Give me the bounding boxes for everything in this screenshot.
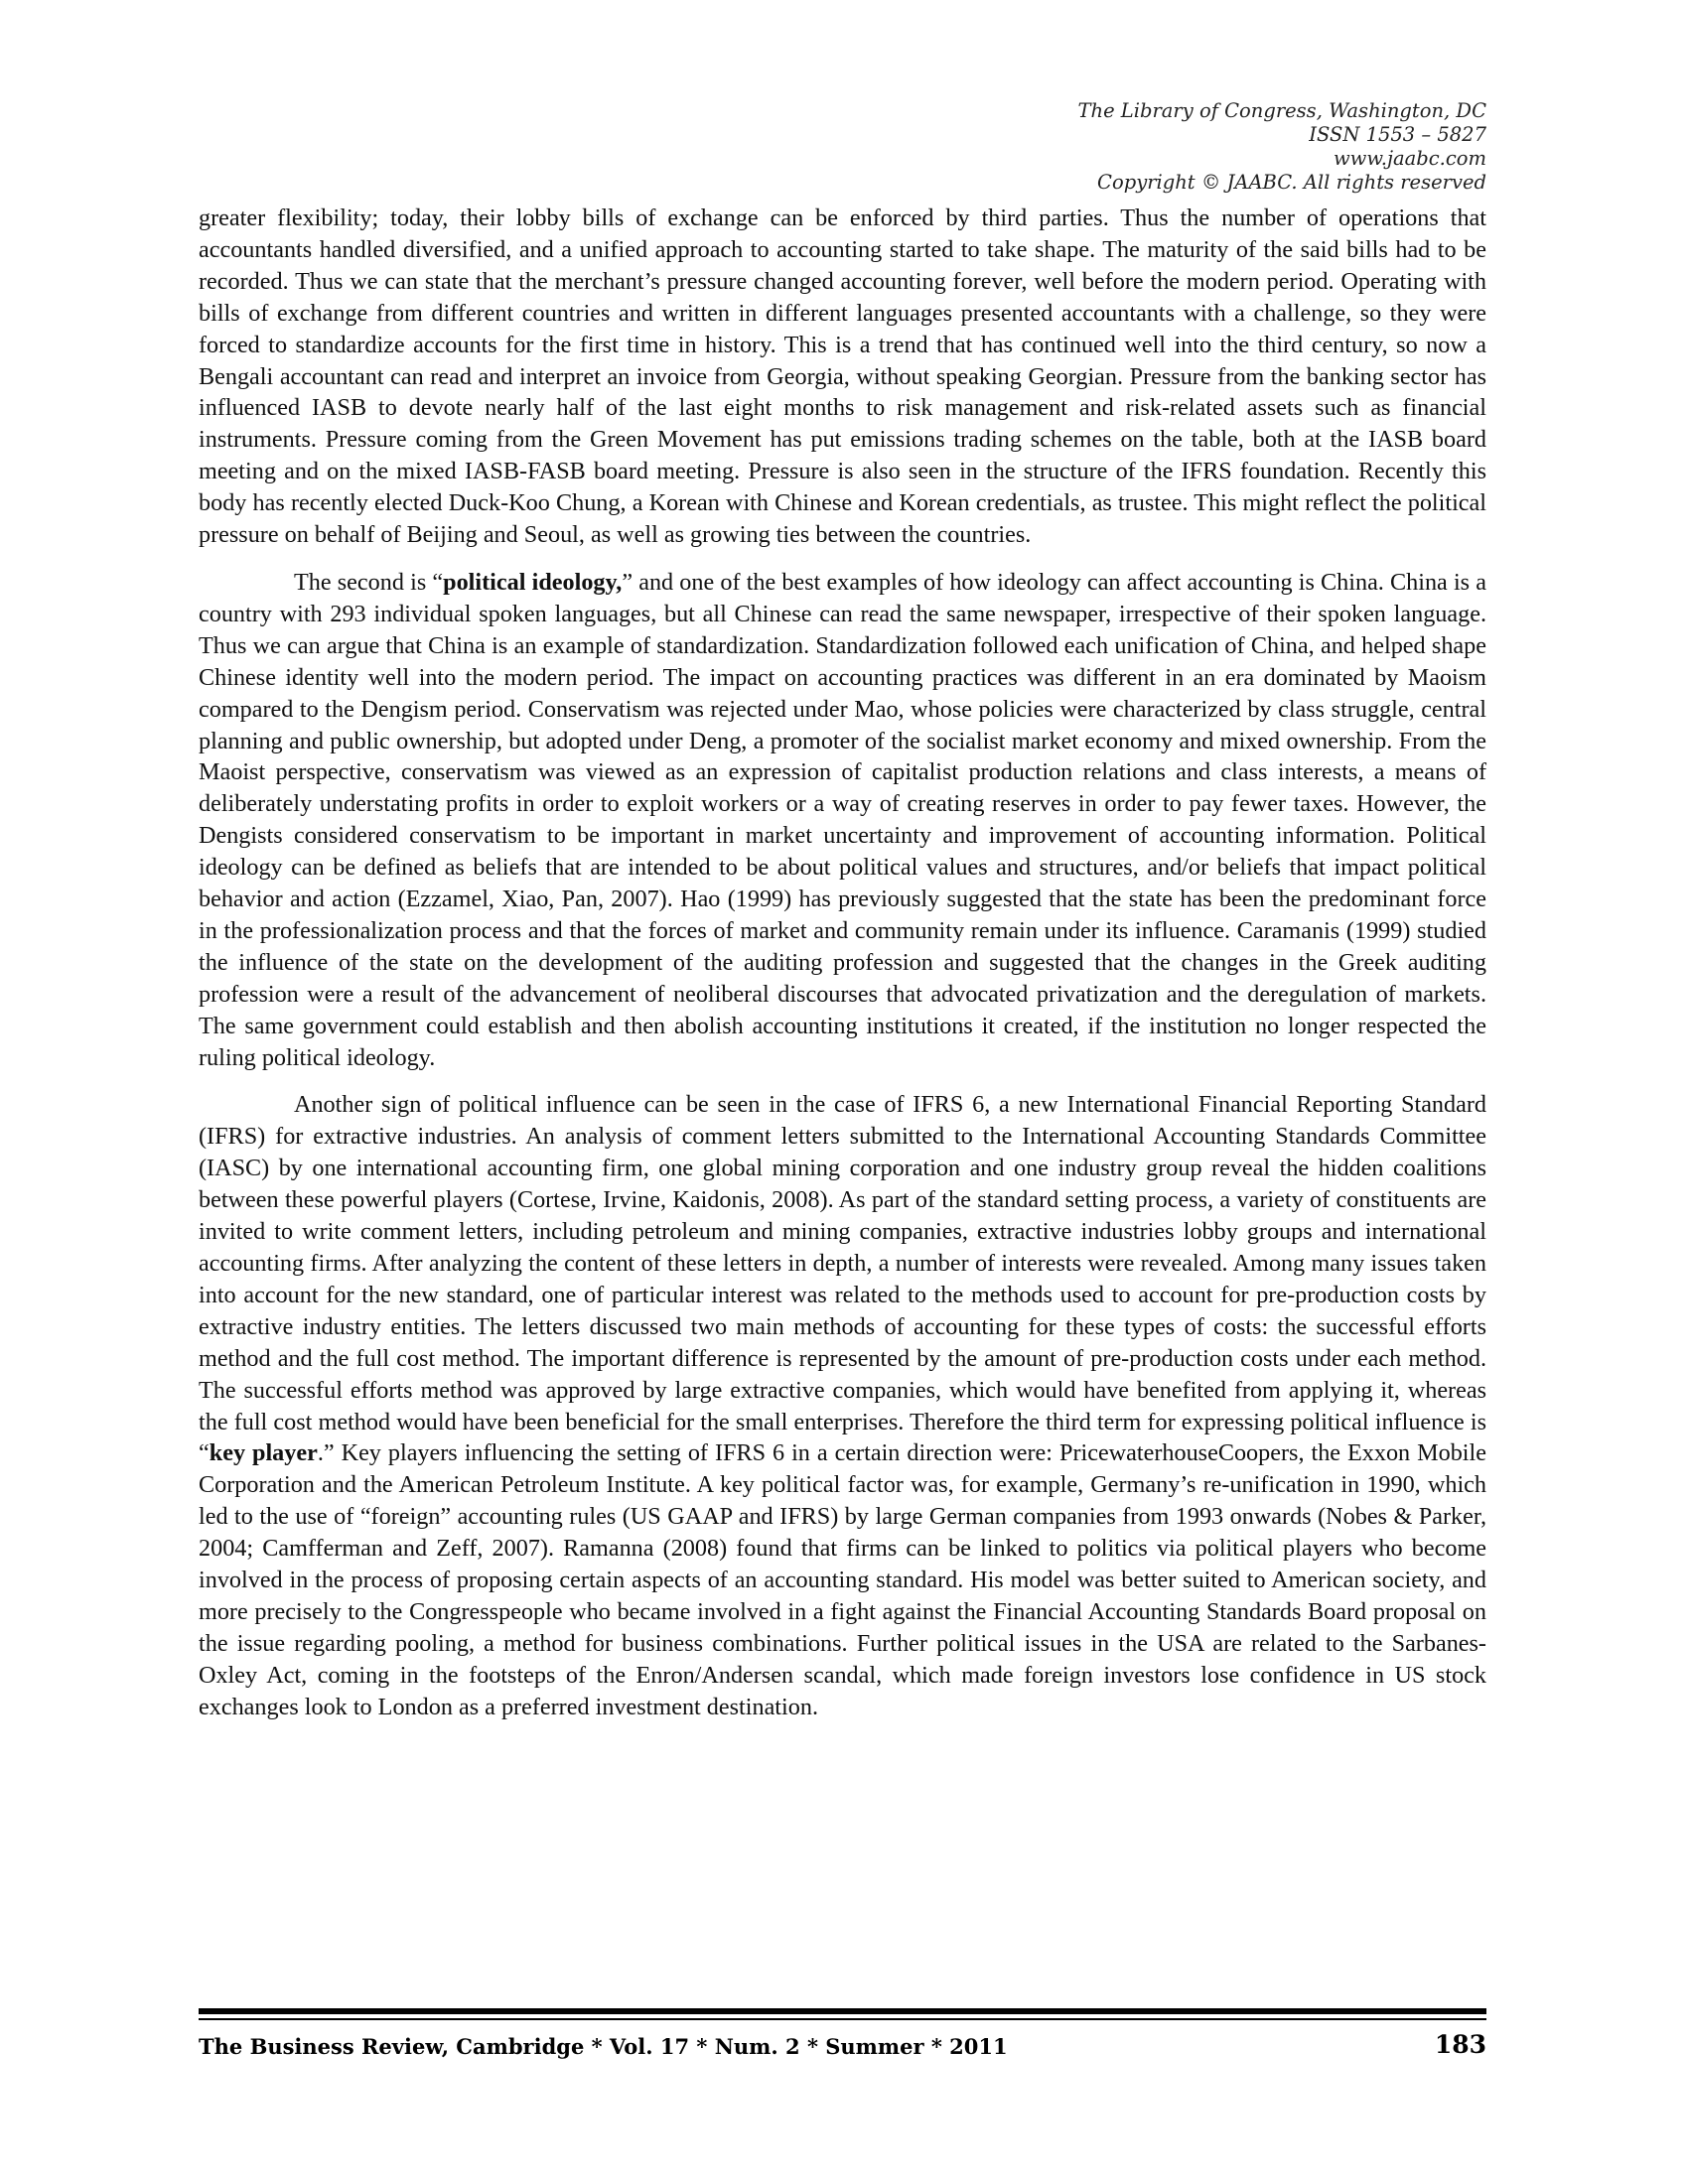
header-copyright-line: Copyright © JAABC. All rights reserved [1097,171,1486,194]
paragraph-3-text: .” Key players influencing the setting of IFRS 6 in a certain direction were: PricewaterhouseCoopers, the Exxon Mobile Corporation and the American Petroleum Institute. A key political factor was, for example, Germany’s re-unification in 1990, which led to the use of “foreign” accounting rules (US GAAP and IFRS) by large German companies from 1993 onwards (Nobes & Parker, 2004; Camfferman and Zeff, 2007). Ramanna (2008) found that firms can be linked to politics via political players who become involved in the process of proposing certain aspects of an accounting standard. His model was better suited to American society, and more precisely to the Congresspeople who became involved in a fight against the Financial Accounting Standards Board proposal on the issue regarding pooling, a method for business combinations. Further political issues in the USA are related to the Sarbanes-Oxley Act, coming in the footsteps of the Enron/Andersen scandal, which made foreign investors lose confidence in US stock exchanges look to London as a preferred investment destination. [199,1439,1486,1720]
paragraph-1 [199,203,1486,551]
paragraph-1-text: greater flexibility; today, their lobby bills of exchange can be enforced by third parties. Thus the number of operations that accountants handled diversified, and a unified approach to accounting started to take shape. The maturity of the said bills had to be recorded. Thus we can state that the merchant’s pressure changed accounting forever, well before the modern period. Operating with bills of exchange from different countries and written in different languages presented accountants with a challenge, so they were forced to standardize accounts for the first time in history. This is a trend that has continued well into the third century, so now a Bengali accountant can read and interpret an invoice from Georgia, without speaking Georgian. Pressure from the banking sector has influenced IASB to devote nearly half of the last eight months to risk management and risk-related assets such as financial instruments. Pressure coming from the Green Movement has put emissions trading schemes on the table, both at the IASB board meeting and on the mixed IASB-FASB board meeting. Pressure is also seen in the structure of the IFRS foundation. Recently this body has recently elected Duck-Koo Chung, a Korean with Chinese and Korean credentials, as trustee. This might reflect the political pressure on behalf of Beijing and Seoul, as well as growing ties between the countries. [199,205,1486,549]
term-political-ideology: political ideology, [443,568,623,596]
paragraph-3 [199,1089,1486,1722]
paragraph-2 [199,567,1486,1074]
term-key-player: key player [209,1439,318,1467]
paragraph-3-lead: Another sign of political influence can be seen in the case of IFRS 6, a new International Financial Reporting Standard (IFRS) for extractive industries. An analysis of comment letters submitted to the International Accounting Standards Committee (IASC) by one international accounting firm, one global mining corporation and one industry group reveal the hidden coalitions between these powerful players (Cortese, Irvine, Kaidonis, 2008). As part of the standard setting process, a variety of constituents are invited to write comment letters, including petroleum and mining companies, extractive industries lobby groups and international accounting firms. After analyzing the content of these letters in depth, a number of interests were revealed. Among many issues taken into account for the new standard, one of particular interest was related to the methods used to account for pre-production costs by extractive industry entities. The letters discussed two main methods of accounting for these types of costs: the successful efforts method and the full cost method. The important difference is represented by the amount of pre-production costs under each method. The successful efforts method was approved by large extractive companies, which would have benefited from applying it, whereas the full cost method would have been beneficial for the small enterprises. Therefore the third term for expressing political influence is “ [199,1091,1486,1467]
paragraph-2-text: ” and one of the best examples of how ideology can affect accounting is China. China is a country with 293 individual spoken languages, but all Chinese can read the same newspaper, irrespective of their spoken language. Thus we can argue that China is an example of standardization. Standardization followed each unification of China, and helped shape Chinese identity well into the modern period. The impact on accounting practices was different in an era dominated by Maoism compared to the Dengism period. Conservatism was rejected under Mao, whose policies were characterized by class struggle, central planning and public ownership, but adopted under Deng, a promoter of the socialist market economy and mixed ownership. From the Maoist perspective, conservatism was viewed as an expression of capitalist production relations and class interests, a means of deliberately understating profits in order to exploit workers or a way of creating reserves in order to pay fewer taxes. However, the Dengists considered conservatism to be important in market uncertainty and improvement of accounting information. Political ideology can be defined as beliefs that are intended to be about political values and structures, and/or beliefs that impact political behavior and action (Ezzamel, Xiao, Pan, 2007). Hao (1999) has previously suggested that the state has been the predominant force in the professionalization process and that the forces of market and community remain under its influence. Caramanis (1999) studied the influence of the state on the development of the auditing profession and suggested that the changes in the Greek auditing profession were a result of the advancement of neoliberal discourses that advocated privatization and the deregulation of markets. The same government could establish and then abolish accounting institutions it created, if the institution no longer respected the ruling political ideology. [199,568,1486,1071]
header-library-line: The Library of Congress, Washington, DC [1077,99,1486,122]
header-issn-line: ISSN 1553 – 5827 [1309,123,1486,146]
header-website-line: www.jaabc.com [1333,147,1486,170]
footer-rule-thick [199,2008,1486,2014]
footer-journal-citation: The Business Review, Cambridge * Vol. 17 * Num. 2 * Summer * 2011 [199,2034,1008,2059]
footer-rule-thin [199,2018,1486,2020]
article-body [199,203,1486,1723]
page-number: 183 [1434,2030,1486,2059]
journal-header [791,99,1486,195]
paragraph-2-lead: The second is “ [294,568,444,596]
